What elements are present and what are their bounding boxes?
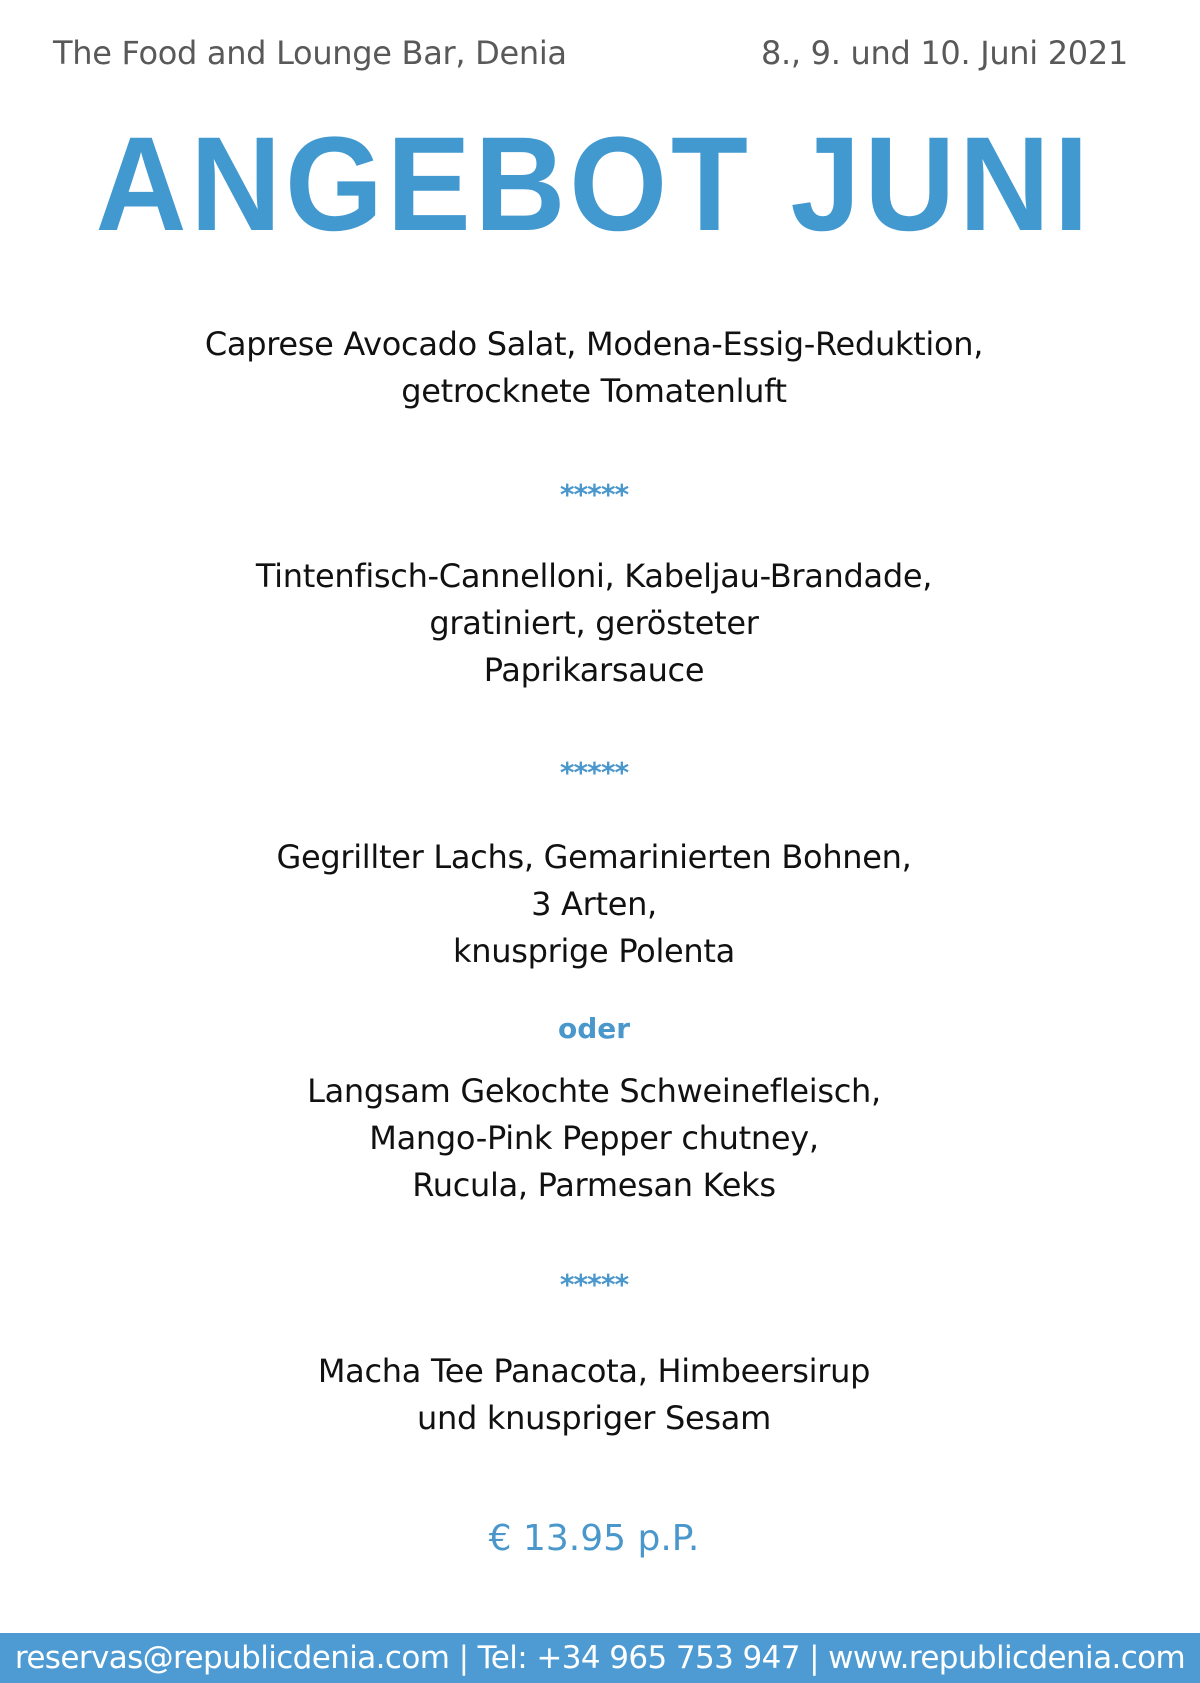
event-dates: 8., 9. und 10. Juni 2021	[761, 34, 1128, 72]
menu-price: € 13.95 p.P.	[488, 1518, 700, 1559]
menu-title: ANGEBOT JUNI	[95, 110, 1093, 259]
menu-header	[53, 34, 1128, 72]
alternative-label: oder	[557, 1012, 631, 1045]
course-line: Caprese Avocado Salat, Modena-Essig-Reduktion,	[204, 325, 984, 363]
course-line: und knuspriger Sesam	[417, 1399, 771, 1437]
course-line: getrocknete Tomatenluft	[401, 372, 787, 410]
course-line: Rucula, Parmesan Keks	[412, 1166, 776, 1204]
course-starter	[0, 321, 1188, 415]
course-dessert	[0, 1348, 1188, 1442]
course-separator: *****	[559, 478, 629, 511]
course-separator: *****	[559, 1268, 629, 1301]
course-line: Langsam Gekochte Schweinefleisch,	[307, 1072, 881, 1110]
course-line: Macha Tee Panacota, Himbeersirup	[317, 1352, 871, 1390]
course-line: gratiniert, gerösteter	[429, 604, 759, 642]
contact-footer: reservas@republicdenia.com | Tel: +34 965 753 947 | www.republicdenia.com	[0, 1633, 1200, 1683]
course-line: Tintenfisch-Cannelloni, Kabeljau-Brandade,	[255, 557, 933, 595]
course-separator: *****	[559, 756, 629, 789]
course-main-option-1	[0, 834, 1188, 975]
venue-name: The Food and Lounge Bar, Denia	[53, 34, 567, 72]
course-line: Mango-Pink Pepper chutney,	[369, 1119, 819, 1157]
course-line: Gegrillter Lachs, Gemarinierten Bohnen,	[276, 838, 912, 876]
course-line: knusprige Polenta	[453, 932, 735, 970]
course-second	[0, 553, 1188, 694]
course-line: Paprikarsauce	[483, 651, 705, 689]
course-line: 3 Arten,	[531, 885, 657, 923]
course-main-option-2	[0, 1068, 1188, 1209]
